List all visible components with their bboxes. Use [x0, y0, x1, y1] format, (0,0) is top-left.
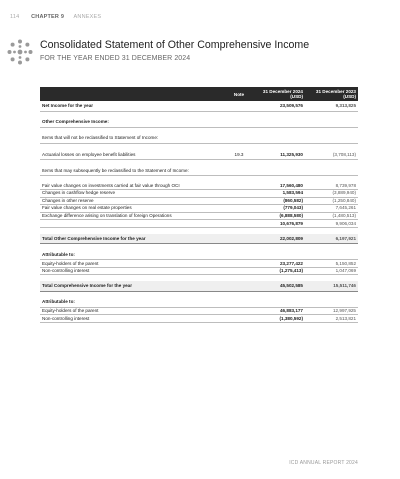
section-label: ANNEXES [73, 14, 102, 20]
table-header-row [40, 87, 358, 101]
row-note [226, 315, 252, 323]
row-note [226, 267, 252, 275]
page-number: 114 [10, 14, 20, 20]
row-label: Fair value changes on investments carried at fair value through OCI [40, 182, 226, 189]
row-value-2024: (1,275,413) [252, 267, 305, 275]
row-value-2024: 22,002,809 [252, 234, 305, 244]
row-label: Total Comprehensive Income for the year [40, 281, 226, 291]
row-value-2023: 9,906,034 [305, 220, 358, 228]
total-row [40, 281, 358, 291]
table-row [40, 189, 358, 197]
row-value-2023: 9,313,825 [305, 101, 358, 111]
row-value-2023: (3,889,940) [305, 189, 358, 197]
row-note [226, 234, 252, 244]
table-row [40, 260, 358, 268]
row-value-2024: (860,582) [252, 197, 305, 205]
row-note [226, 260, 252, 268]
row-value-2024: 23,509,576 [252, 101, 305, 111]
row-label: Non-controlling interest [40, 267, 226, 275]
row-value-2024: (1,380,592) [252, 315, 305, 323]
row-value-2023: 12,997,925 [305, 307, 358, 315]
icd-logo-icon [7, 39, 33, 65]
running-header [10, 14, 101, 20]
page-footer: ICD ANNUAL REPORT 2024 [289, 460, 358, 466]
row-value-2023: (1,480,513) [305, 212, 358, 220]
row-value-2024: (779,043) [252, 205, 305, 213]
row-label: Equity-holders of the parent [40, 260, 226, 268]
section-heading: Items that will not be reclassified to Statement of Income: [40, 134, 358, 144]
section-heading-row [40, 166, 358, 176]
row-label [40, 220, 226, 228]
row-label: Actuarial losses on employee benefit liabilities [40, 150, 226, 160]
row-value-2024: 1,583,594 [252, 189, 305, 197]
row-note [226, 197, 252, 205]
table-row [40, 307, 358, 315]
section-heading: Attributable to: [40, 298, 358, 308]
section-heading-row [40, 118, 358, 128]
table-row [40, 182, 358, 189]
row-value-2024: 10,676,879 [252, 220, 305, 228]
chapter-label: CHAPTER 9 [31, 14, 65, 20]
row-value-2023: 15,511,746 [305, 281, 358, 291]
section-heading: Other Comprehensive Income: [40, 118, 358, 128]
row-value-2024: 17,560,480 [252, 182, 305, 189]
row-value-2023: 5,150,852 [305, 260, 358, 268]
row-label: Changes in other reserve [40, 197, 226, 205]
row-label: Total Other Comprehensive Income for the year [40, 234, 226, 244]
row-label: Exchange difference arising on translation of foreign Operations [40, 212, 226, 220]
table-row [40, 197, 358, 205]
table-row [40, 267, 358, 275]
row-note [226, 182, 252, 189]
header-2024-unit: (USD) [290, 94, 303, 100]
row-note [226, 212, 252, 220]
row-value-2023: 1,047,069 [305, 267, 358, 275]
row-label: Non-controlling interest [40, 315, 226, 323]
header-2024 [252, 87, 305, 101]
section-heading-row [40, 134, 358, 144]
row-note [226, 220, 252, 228]
row-value-2023: 8,739,978 [305, 182, 358, 189]
row-value-2023: 6,197,921 [305, 234, 358, 244]
header-note: Note [233, 91, 245, 97]
section-heading-row [40, 250, 358, 260]
row-note [226, 205, 252, 213]
row-label: Equity-holders of the parent [40, 307, 226, 315]
table-row [40, 220, 358, 228]
table-row [40, 150, 358, 160]
row-value-2024: 11,325,930 [252, 150, 305, 160]
row-note [226, 101, 252, 111]
header-label-cell [40, 87, 226, 101]
section-heading: Items that may subsequently be reclassified to the Statement of Income: [40, 166, 358, 176]
row-label: Changes in cashflow hedge reserve [40, 189, 226, 197]
total-row [40, 234, 358, 244]
row-value-2024: (6,888,580) [252, 212, 305, 220]
table-row [40, 212, 358, 220]
row-value-2023: 7,645,261 [305, 205, 358, 213]
table-row [40, 315, 358, 323]
section-heading-row [40, 298, 358, 308]
statement-table [40, 87, 358, 323]
row-label: Net Income for the year [40, 101, 226, 111]
row-value-2024: 45,502,585 [252, 281, 305, 291]
row-value-2023: (1,250,840) [305, 197, 358, 205]
page-title: Consolidated Statement of Other Comprehensive Income [40, 39, 310, 51]
row-note: 19.3 [226, 150, 252, 160]
row-note [226, 189, 252, 197]
row-value-2024: 46,883,177 [252, 307, 305, 315]
page-subtitle: FOR THE YEAR ENDED 31 DECEMBER 2024 [40, 55, 191, 62]
header-2023 [305, 87, 358, 101]
row-value-2024: 23,277,422 [252, 260, 305, 268]
table-row [40, 101, 358, 111]
row-label: Fair value changes on real estate properties [40, 205, 226, 213]
row-value-2023: 2,513,821 [305, 315, 358, 323]
header-2023-date: 31 December 2023 [315, 89, 356, 94]
row-note [226, 281, 252, 291]
section-heading: Attributable to: [40, 250, 358, 260]
header-2024-date: 31 December 2024 [262, 89, 303, 94]
header-2023-unit: (USD) [343, 94, 356, 100]
row-value-2023: (3,708,113) [305, 150, 358, 160]
table-row [40, 205, 358, 213]
row-note [226, 307, 252, 315]
